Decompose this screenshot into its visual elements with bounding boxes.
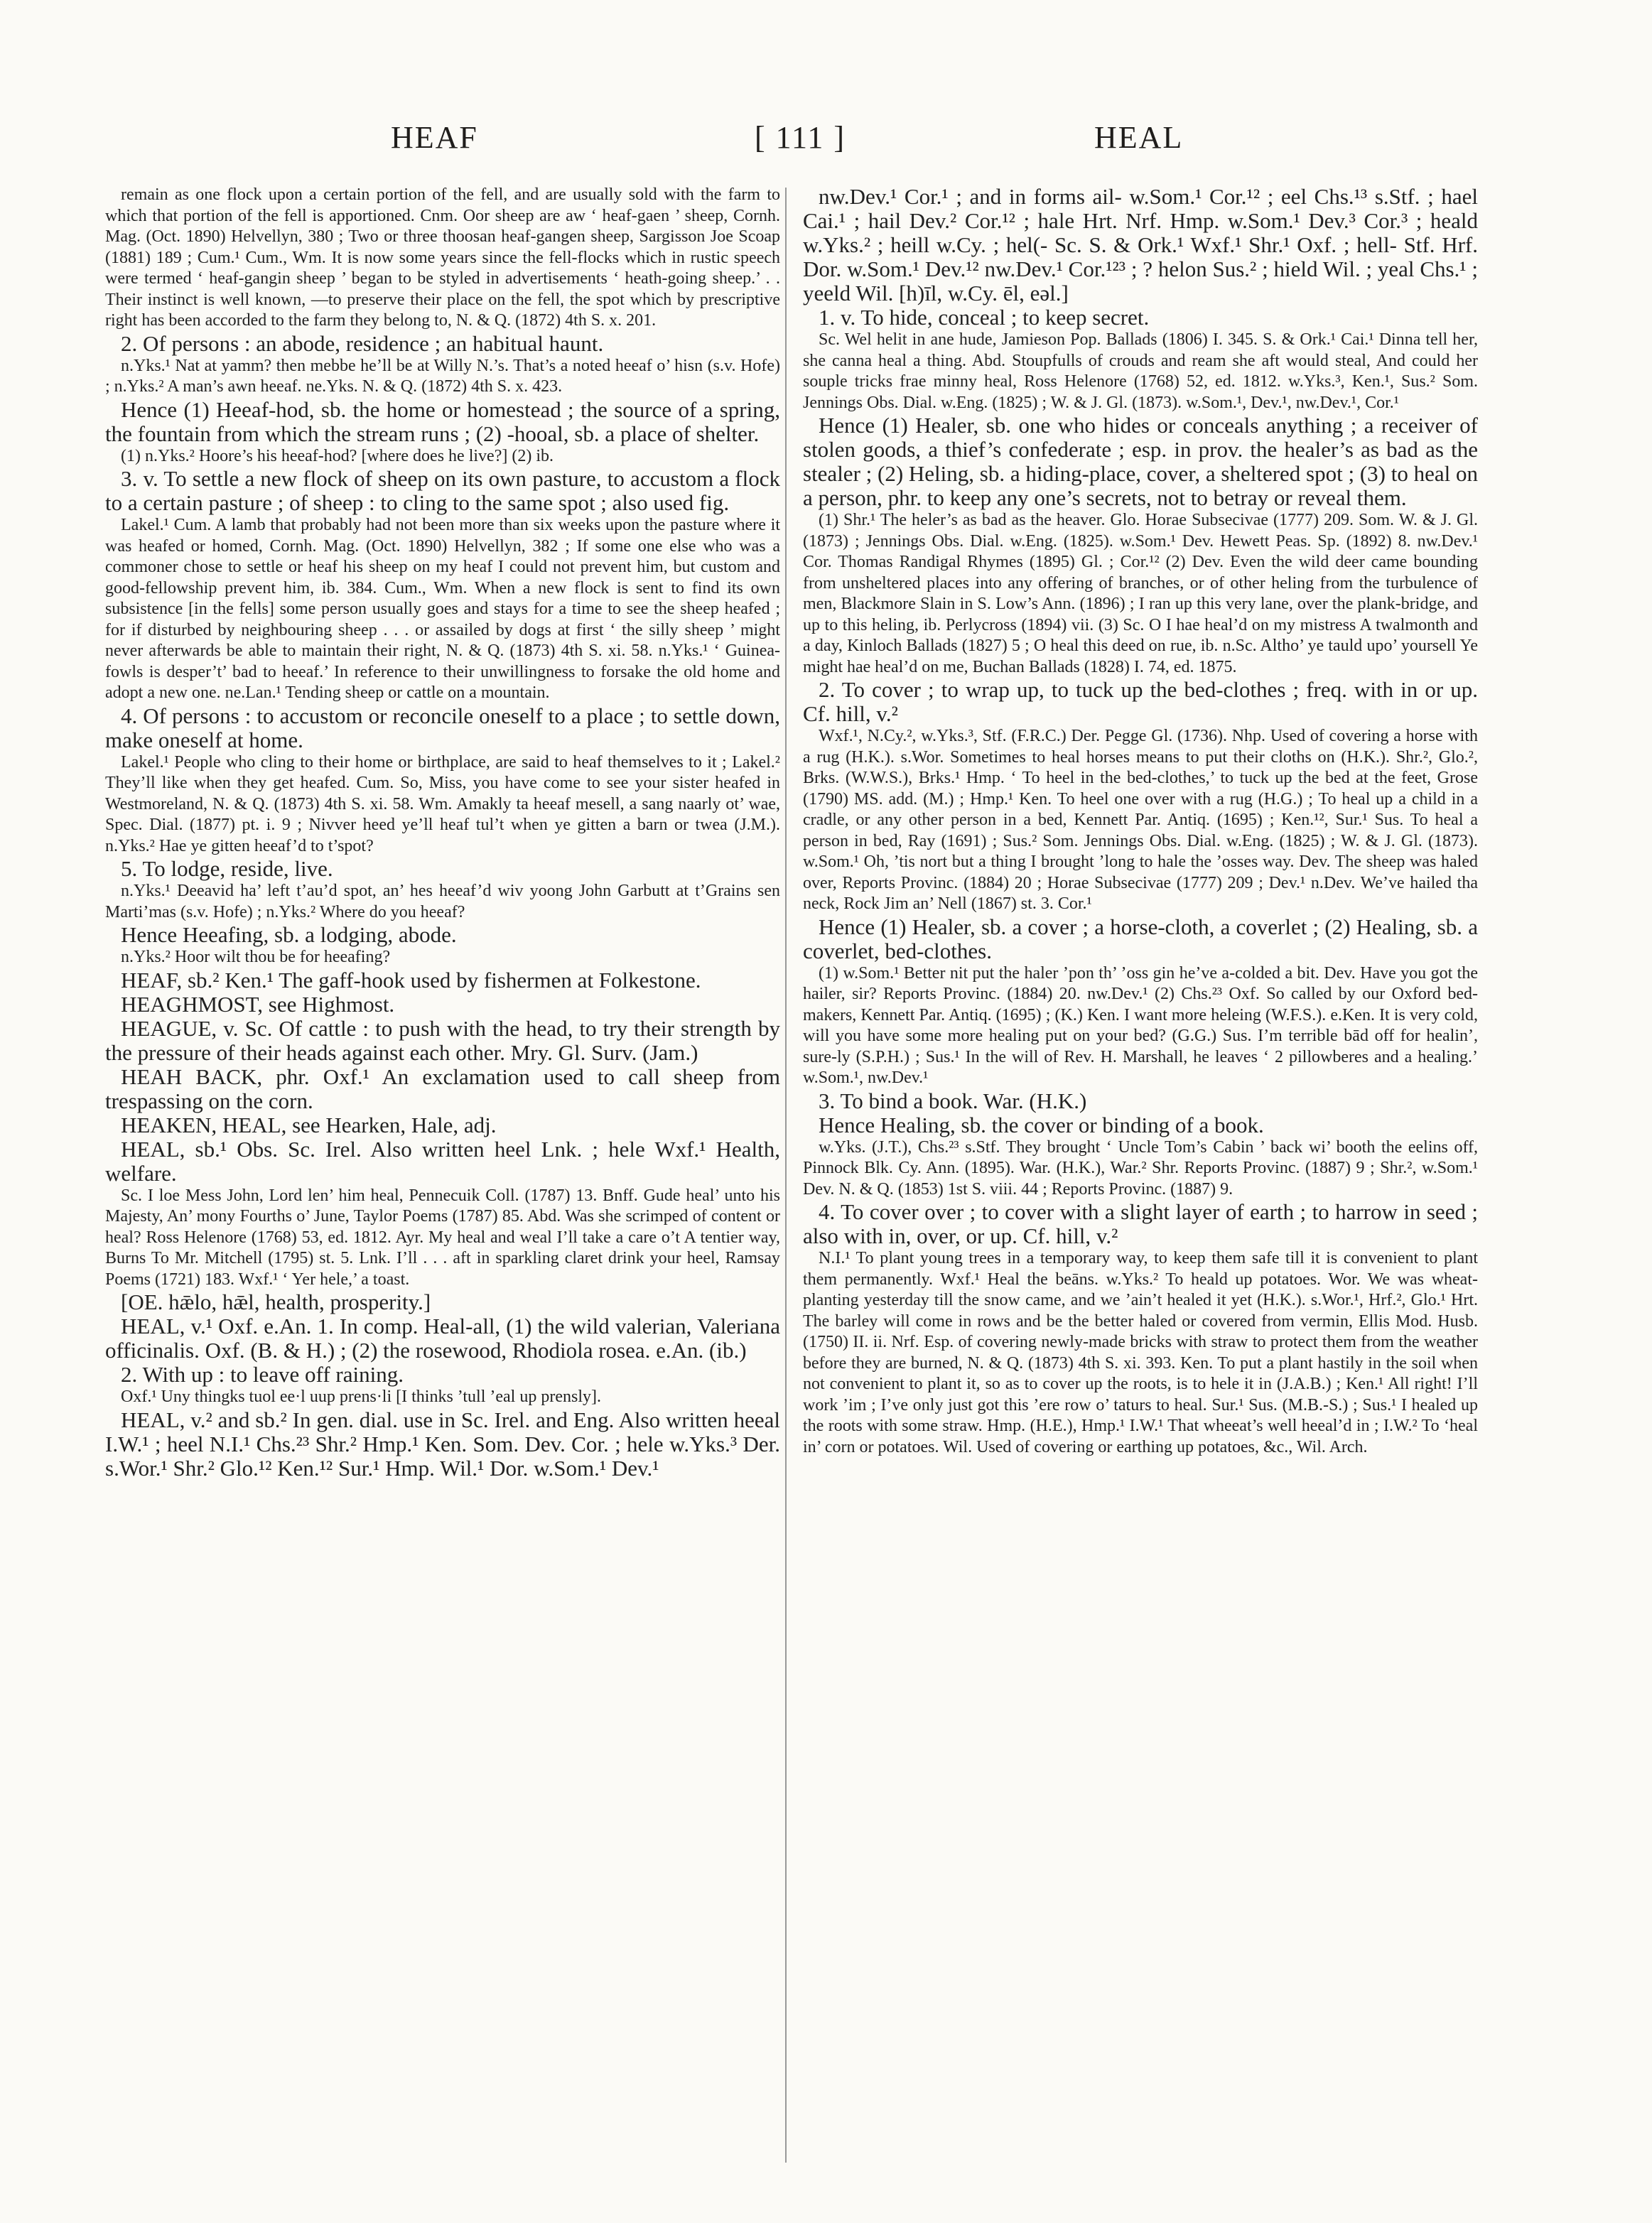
definition-paragraph: HEAL, v.² and sb.² In gen. dial. use in Sc. Irel. and Eng. Also written heeal I.W.¹ ; heel N.I.¹ Chs.²³ Shr.² Hmp.¹ Ken. Som. Dev. Cor. ; hele w.Yks.³ Der. s.Wor.¹ Shr.² Glo.¹² Ken.¹² Sur.¹ Hmp. Wil.¹ Dor. w.Som.¹ Dev.¹ bbox=[105, 1407, 780, 1481]
citation-paragraph: (1) w.Som.¹ Better nit put the haler ’pon th’ ’oss gin he’ve a-colded a bit. Dev. Have you got the hailer, sir? Reports Provinc. (1884) 20. nw.Dev.¹ (2) Chs.²³ Oxf. So called by our Oxford bed-makers, Kennett Par. Antiq. (1695) ; (K.) Ken. I want more heleing (W.F.S.). e.Ken. It is very cold, will you have some more healing put on your bed? (G.G.) Sus. I’m terrible bād off for healin’, sure-ly (S.P.H.) ; Sus.¹ In the will of Rev. H. Marshall, he leaves ‘ 2 pillowberes and a healing.’ w.Som.¹, nw.Dev.¹ bbox=[803, 963, 1478, 1087]
header-left-word: HEAF bbox=[391, 120, 478, 155]
definition-paragraph: 3. v. To settle a new flock of sheep on its own pasture, to accustom a flock to a certain pasture ; of sheep : to cling to the same spot ; also used fig. bbox=[105, 466, 780, 515]
citation-paragraph: n.Yks.¹ Nat at yamm? then mebbe he’ll be at Willy N.’s. That’s a noted heeaf o’ hisn (s.v. Hofe) ; n.Yks.² A man’s awn heeaf. ne.Yks. N. & Q. (1872) 4th S. x. 423. bbox=[105, 356, 780, 396]
definition-paragraph: HEAF, sb.² Ken.¹ The gaff-hook used by fishermen at Folkestone. bbox=[121, 967, 701, 992]
definition-paragraph: HEAH BACK, phr. Oxf.¹ An exclamation used to call sheep from trespassing on the corn. bbox=[105, 1064, 780, 1113]
citation-paragraph: Wxf.¹, N.Cy.², w.Yks.³, Stf. (F.R.C.) Der. Pegge Gl. (1736). Nhp. Used of covering a horse with a rug (H.K.). s.Wor. Sometimes to heal horses means to put their cloths on (H.K.). Shr.², Glo.², Brks. (W.W.S.), Brks.¹ Hmp. ‘ To heel in the bed-clothes,’ to tuck up the bed at the feet, Grose (1790) MS. add. (M.) ; Hmp.¹ Ken. To heel one over with a rug (H.G.) ; To heal up a child in a cradle, or any other person in a bed, Kennett Par. Antiq. (1695) ; Ken.¹², Sur.¹ Sus. To heal a person in bed, Ray (1691) ; Sus.² Som. Jennings Obs. Dial. w.Eng. (1825) ; W. & J. Gl. (1873). w.Som.¹ Oh, ’tis nort but a thing I brought ’long to hale the ’osses way. Dev. The sheep was haled over, Reports Provinc. (1884) 20 ; Horae Subsecivae (1777) 209 ; Dev.¹ n.Dev. We’ve hailed tha neck, Rock Jim an’ Nell (1867) st. 3. Cor.¹ bbox=[803, 727, 1478, 913]
citation-paragraph: N.I.¹ To plant young trees in a temporary way, to keep them safe till it is convenient to plant them permanently. Wxf.¹ Heal the beāns. w.Yks.² To heald up potatoes. Wor. We was wheat-planting yesterday till the snow came, and we ’ain’t healed it yet (H.K.). s.Wor.¹, Hrf.², Glo.¹ Hrt. The barley will come in rows and be the better haled or covered from vermin, Ellis Mod. Husb. (1750) II. ii. Nrf. Esp. of covering newly-made bricks with straw to protect them from the weather before they are burned, N. & Q. (1873) 4th S. xi. 393. Ken. To put a plant hastily in the soil when not convenient to plant it, so as to cover up the roots, is to hele it in (J.A.B.) ; Ken.¹ All right! I’ll work ’im ; I’ve only just got this ’ere row o’ taturs to heal. Sur.¹ Sus. (M.B.-S.) ; Sus.¹ I healed up the roots with some straw. Hmp. (H.E.), Hmp.¹ I.W.¹ That wheeat’s well heeal’d in ; I.W.² To ‘heal in’ corn or potatoes. Wil. Used of covering or earthing up potatoes, &c., Wil. Arch. bbox=[803, 1249, 1478, 1456]
definition-paragraph: 4. Of persons : to accustom or reconcile oneself to a place ; to settle down, make oneself at home. bbox=[105, 703, 780, 752]
header-right-word: HEAL bbox=[1094, 120, 1184, 155]
citation-paragraph: Oxf.¹ Uny thingks tuol ee·l uup prens·li [I thinks ’tull ’eal up prensly]. bbox=[121, 1388, 601, 1406]
definition-paragraph: HEAGHMOST, see Highmost. bbox=[121, 991, 395, 1017]
definition-paragraph: Hence Healing, sb. the cover or binding of a book. bbox=[819, 1112, 1264, 1137]
citation-paragraph: remain as one flock upon a certain portion of the fell, and are usually sold with the farm to which that portion of the fell is apportioned. Cnm. Oor sheep are aw ‘ heaf-gaen ’ sheep, Cornh. Mag. (Oct. 1890) Helvellyn, 380 ; Two or three thoosan heaf-gangen sheep, Sargisson Joe Scoap (1881) 189 ; Cum.¹ Cum., Wm. It is now some years since the fell-flocks which in rustic speech were termed ‘ heaf-gangin sheep ’ began to be styled in advertisements ‘ heath-going sheep.’ . . Their instinct is well known, —to preserve their place on the fell, the spot which by prescriptive right has been accorded to the farm they belong to, N. & Q. (1872) 4th S. x. 201. bbox=[105, 185, 780, 330]
citation-paragraph: n.Yks.² Hoor wilt thou be for heeafing? bbox=[121, 948, 391, 966]
column-divider bbox=[785, 188, 787, 2163]
page-number: [ 111 ] bbox=[755, 120, 846, 155]
dictionary-page bbox=[99, 119, 1528, 2173]
definition-paragraph: 4. To cover over ; to cover with a slight layer of earth ; to harrow in seed ; also with in, over, or up. Cf. hill, v.² bbox=[803, 1199, 1478, 1248]
citation-paragraph: Lakel.¹ Cum. A lamb that probably had not been more than six weeks upon the pasture where it was heafed or homed, Cornh. Mag. (Oct. 1890) Helvellyn, 382 ; If some one else who was a commoner chose to settle or heaf his sheep on my heaf I could not prevent him, but custom and good-fellowship prevent him, ib. 384. Cum., Wm. When a new flock is sent to find its own subsistence [in the fells] some person usually goes and stays for a time to see the sheep heafed ; for if disturbed by neighbouring sheep . . . or assailed by dogs at first ‘ the silly sheep ’ might never afterwards be able to maintain their right, N. & Q. (1873) 4th S. xi. 58. n.Yks.¹ ‘ Guinea-fowls is desper’t’ bad to heeaf.’ In reference to their unwillingness to forsake the old home and adopt a new one. ne.Lan.¹ Tending sheep or cattle on a mountain. bbox=[105, 516, 780, 702]
citation-paragraph: w.Yks. (J.T.), Chs.²³ s.Stf. They brought ‘ Uncle Tom’s Cabin ’ back wi’ booth the eelins off, Pinnock Blk. Cy. Ann. (1895). War. (H.K.), War.² Shr. Reports Provinc. (1887) 9 ; Shr.², w.Som.¹ Dev. N. & Q. (1853) 1st S. viii. 44 ; Reports Provinc. (1887) 9. bbox=[803, 1137, 1478, 1199]
definition-paragraph: Hence (1) Heeaf-hod, sb. the home or homestead ; the source of a spring, the fountain from which the stream runs ; (2) -hooal, sb. a place of shelter. bbox=[105, 396, 780, 446]
definition-paragraph: HEAKEN, HEAL, see Hearken, Hale, adj. bbox=[121, 1112, 497, 1137]
left-column bbox=[105, 185, 780, 2167]
citation-paragraph: Lakel.¹ People who cling to their home or birthplace, are said to heaf themselves to it ; Lakel.² They’ll like when they get heafed. Cum. So, Miss, you have come to see your sister heafed in Westmoreland, N. & Q. (1873) 4th S. xi. 58. Wm. Amakly ta heeaf mesell, a sang naarly ot’ wae, Spec. Dial. (1877) pt. i. 9 ; Nivver heed ye’ll heaf tul’t when ye gitten a barn or twea (J.M.). n.Yks.² Hae ye gitten heeaf’d to t’spot? bbox=[105, 752, 780, 855]
definition-paragraph: nw.Dev.¹ Cor.¹ ; and in forms ail- w.Som.¹ Cor.¹² ; eel Chs.¹³ s.Stf. ; hael Cai.¹ ; hail Dev.² Cor.¹² ; hale Hrt. Nrf. Hmp. w.Som.¹ Dev.³ Cor.³ ; heald w.Yks.² ; heill w.Cy. ; hel(- Sc. S. & Ork.¹ Wxf.¹ Shr.¹ Oxf. ; hell- Stf. Hrf. Dor. w.Som.¹ Dev.¹² nw.Dev.¹ Cor.¹²³ ; ? helon Sus.² ; hield Wil. ; yeal Chs.¹ ; yeeld Wil. [h)īl, w.Cy. ēl, eəl.] bbox=[803, 185, 1478, 305]
citation-paragraph: (1) n.Yks.² Hoore’s his heeaf-hod? [where does he live?] (2) ib. bbox=[121, 446, 554, 465]
citation-paragraph: (1) Shr.¹ The heler’s as bad as the heaver. Glo. Horae Subsecivae (1777) 209. Som. W. & J. Gl. (1873) ; Jennings Obs. Dial. w.Eng. (1825). w.Som.¹ Dev. Hewett Peas. Sp. (1892) 8. nw.Dev.¹ Cor. Thomas Randigal Rhymes (1895) Gl. ; Cor.¹² (2) Dev. Even the wild deer came bounding from unsheltered places into any offering of branches, or of other heling from the turbulence of men, Blackmore Slain in S. Low’s Ann. (1896) ; I ran up this very lane, over the plank-bridge, and up to this heling, ib. Perlycross (1894) vii. (3) Sc. O I hae heal’d on my mistress A twalmonth and a day, Kinloch Ballads (1827) 5 ; O heal this deed on rue, ib. n.Sc. Altho’ ye tauld upo’ yoursell Ye might hae heal’d on me, Buchan Ballads (1828) I. 74, ed. 1875. bbox=[803, 511, 1478, 676]
definition-paragraph: HEAL, v.¹ Oxf. e.An. 1. In comp. Heal-all, (1) the wild valerian, Valeriana officinalis. Oxf. (B. & H.) ; (2) the rosewood, Rhodiola rosea. e.An. (ib.) bbox=[105, 1314, 780, 1363]
definition-paragraph: Hence (1) Healer, sb. one who hides or conceals anything ; a receiver of stolen goods, a thief’s confederate ; esp. in prov. the healer’s as bad as the stealer ; (2) Heling, sb. a hiding-place, cover, a sheltered spot ; (3) to heal on a person, phr. to keep any one’s secrets, not to betray or reveal them. bbox=[803, 413, 1478, 510]
citation-paragraph: Sc. Wel helit in ane hude, Jamieson Pop. Ballads (1806) I. 345. S. & Ork.¹ Cai.¹ Dinna tell her, she canna heal a thing. Abd. Stoupfulls of crouds and ream she aft would steal, And could her souple tricks frae minny heal, Ross Helenore (1768) 52, ed. 1812. w.Yks.³, Ken.¹, Sus.² Som. Jennings Obs. Dial. w.Eng. (1825) ; W. & J. Gl. (1873). w.Som.¹, Dev.¹, nw.Dev.¹, Cor.¹ bbox=[803, 330, 1478, 412]
citation-paragraph: n.Yks.¹ Deeavid ha’ left t’au’d spot, an’ hes heeaf’d wiv yoong John Garbutt at t’Grains sen Marti’mas (s.v. Hofe) ; n.Yks.² Where do you heeaf? bbox=[105, 882, 780, 921]
definition-paragraph: 2. To cover ; to wrap up, to tuck up the bed-clothes ; freq. with in or up. Cf. hill, v.² bbox=[803, 677, 1478, 726]
definition-paragraph: Hence Heeafing, sb. a lodging, abode. bbox=[121, 922, 457, 947]
citation-paragraph: Sc. I loe Mess John, Lord len’ him heal, Pennecuik Coll. (1787) 13. Bnff. Gude heal’ unto his Majesty, An’ mony Fourths o’ June, Taylor Poems (1787) 85. Abd. Was she scrimped of content or heal? Ross Helenore (1768) 53, ed. 1812. Ayr. My heal and weal I’ll take a care o’t A tentier way, Burns To Mr. Mitchell (1795) st. 5. Lnk. I’ll . . . aft in sparkling claret drink your heel, Ramsay Poems (1721) 183. Wxf.¹ ‘ Yer hele,’ a toast. bbox=[105, 1186, 780, 1289]
definition-paragraph: [OE. hǣlo, hǣl, health, prosperity.] bbox=[121, 1289, 431, 1314]
running-head bbox=[99, 119, 1528, 169]
definition-paragraph: 2. With up : to leave off raining. bbox=[121, 1362, 404, 1387]
definition-paragraph: 5. To lodge, reside, live. bbox=[121, 856, 333, 881]
definition-paragraph: Hence (1) Healer, sb. a cover ; a horse-cloth, a coverlet ; (2) Healing, sb. a coverlet, bed-clothes. bbox=[803, 914, 1478, 963]
definition-paragraph: 1. v. To hide, conceal ; to keep secret. bbox=[819, 305, 1150, 330]
right-column bbox=[803, 185, 1478, 2167]
definition-paragraph: HEAGUE, v. Sc. Of cattle : to push with the head, to try their strength by the pressure of their heads against each other. Mry. Gl. Surv. (Jam.) bbox=[105, 1015, 780, 1065]
definition-paragraph: 2. Of persons : an abode, residence ; an habitual haunt. bbox=[121, 330, 604, 356]
definition-paragraph: HEAL, sb.¹ Obs. Sc. Irel. Also written heel Lnk. ; hele Wxf.¹ Health, welfare. bbox=[105, 1136, 780, 1186]
definition-paragraph: 3. To bind a book. War. (H.K.) bbox=[819, 1088, 1087, 1113]
